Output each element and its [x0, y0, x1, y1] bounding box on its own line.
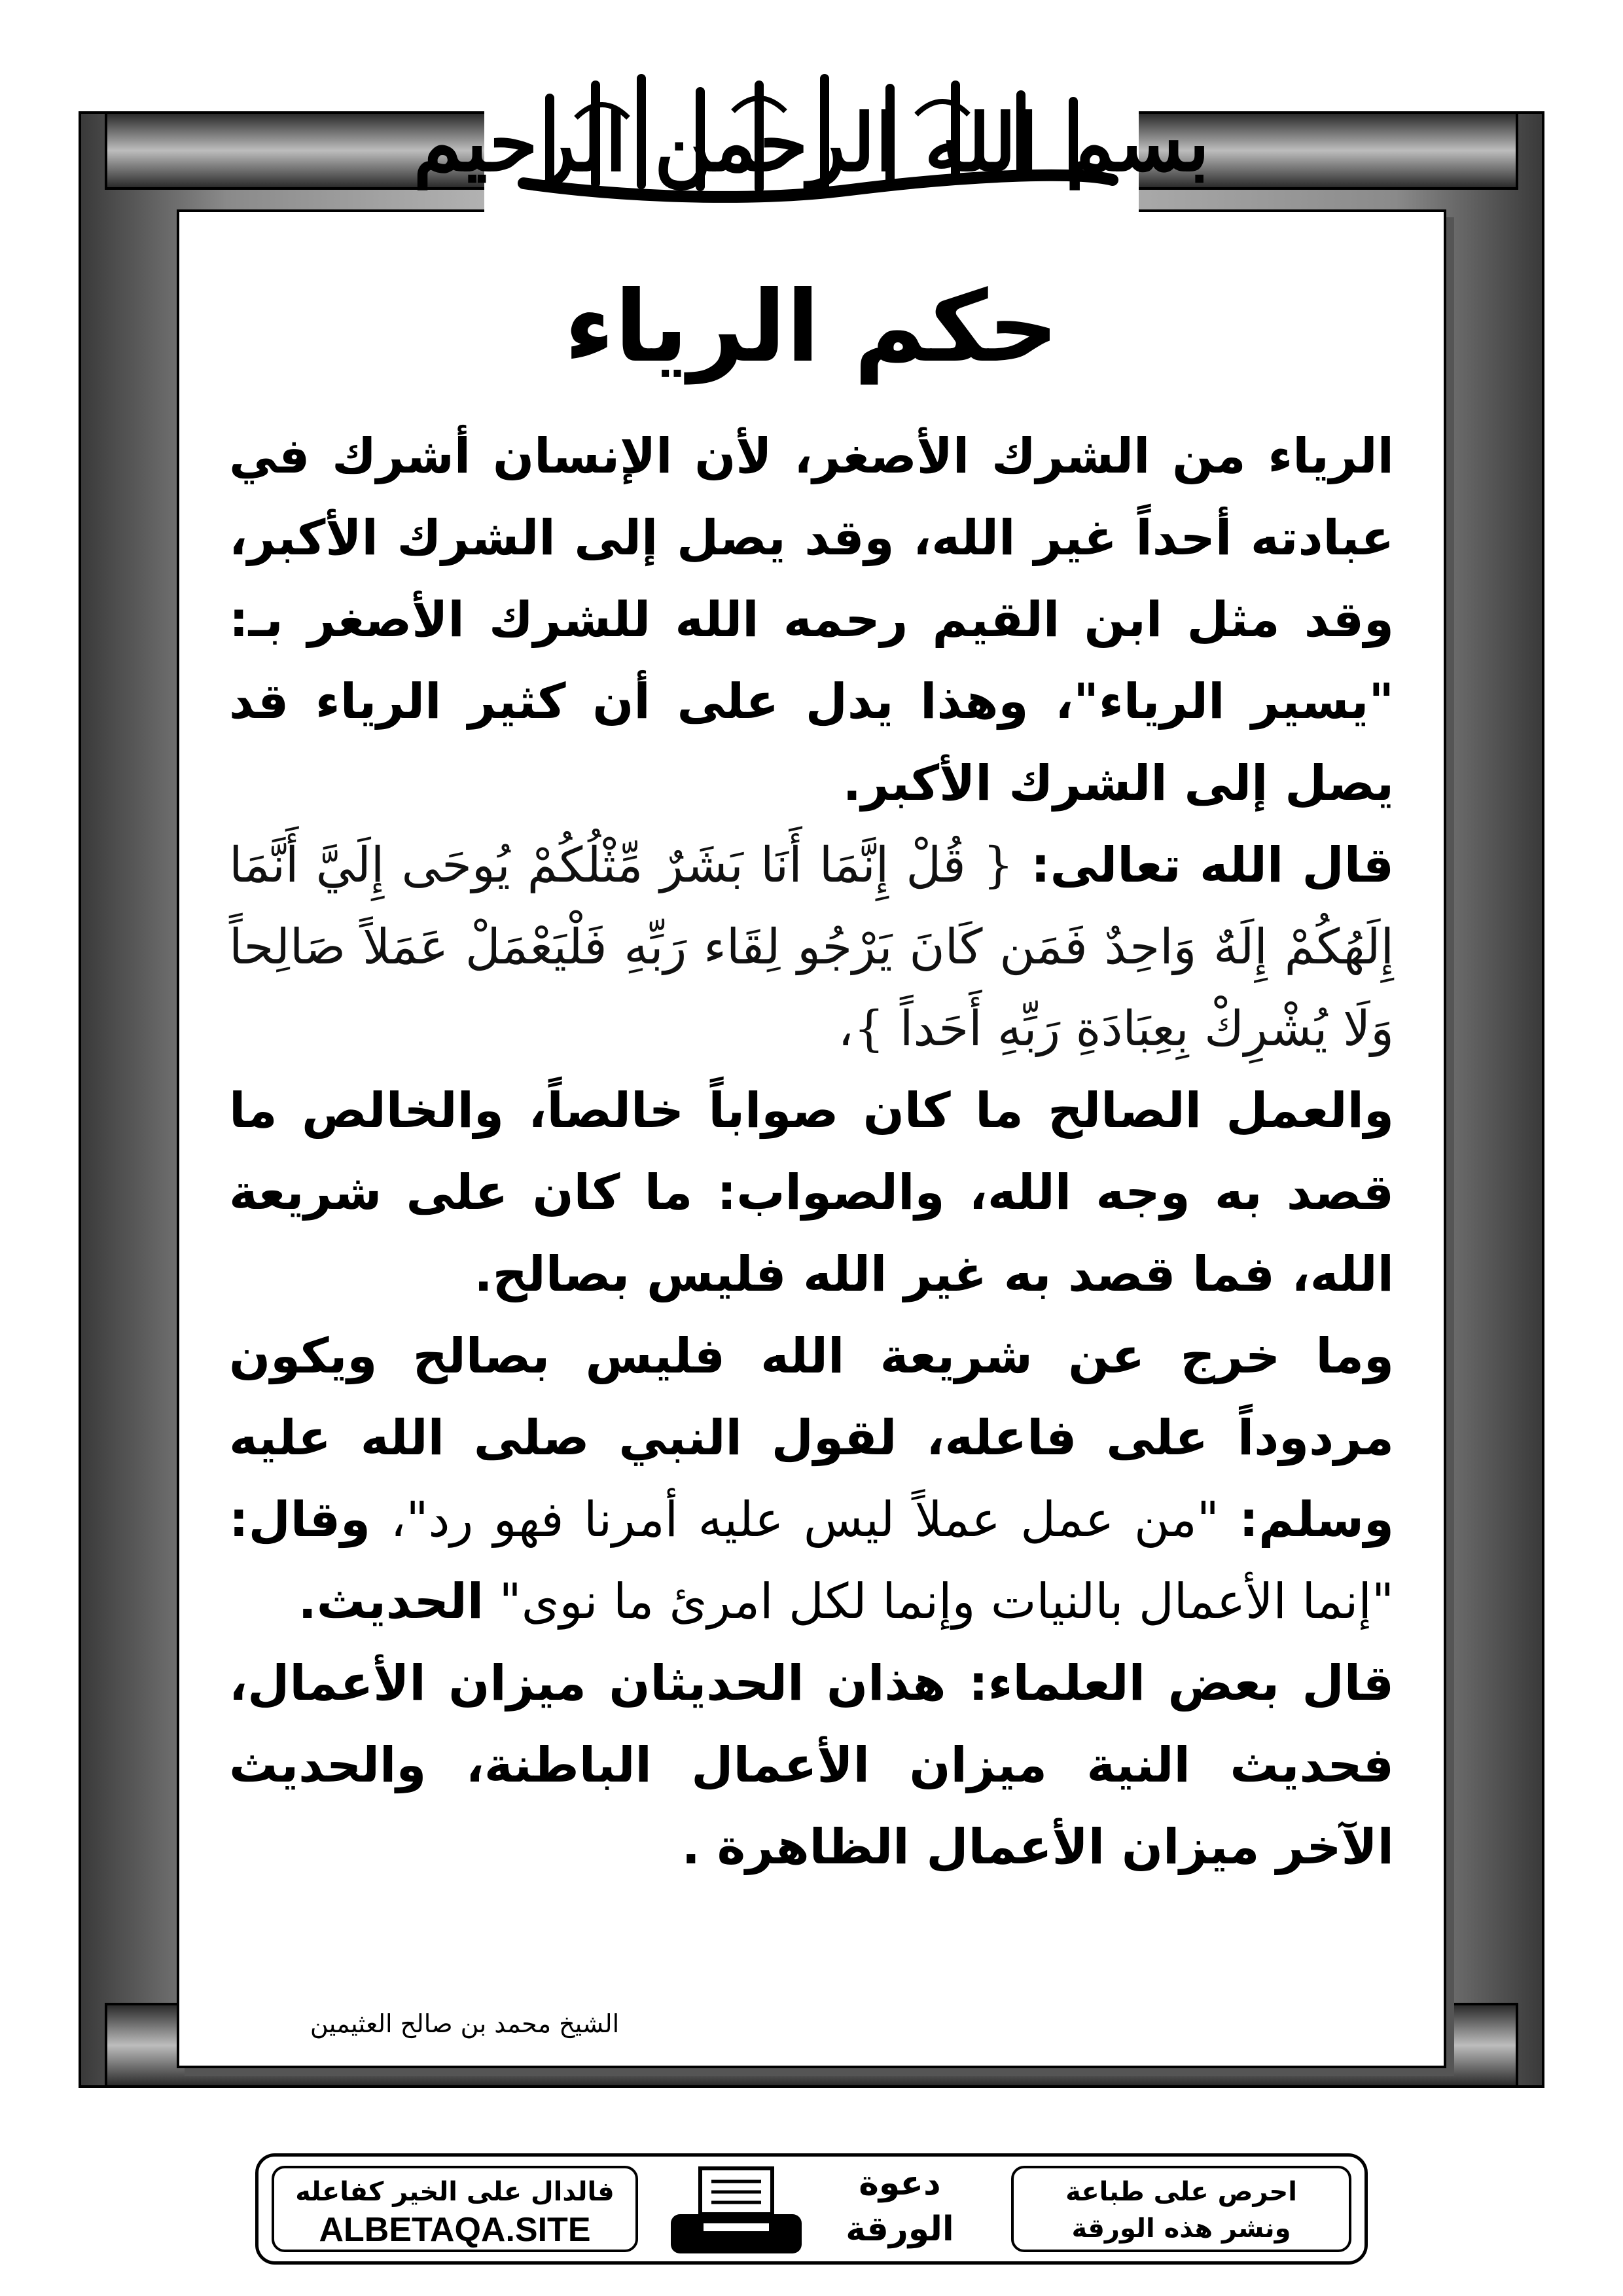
basmala-emblem-icon: [413, 39, 1210, 229]
hadith-end: الحديث.: [298, 1573, 484, 1630]
footer-website-box: [272, 2166, 638, 2252]
printer-icon: [664, 2163, 808, 2261]
footer-website-link[interactable]: ALBETAQA.SITE: [319, 2211, 591, 2249]
footer-print-line-2: ونشر هذه الورقة: [1071, 2214, 1291, 2244]
footer-slogan: فالدال على الخير كفاعله: [295, 2177, 615, 2207]
paragraph-riya-definition: الرياء من الشرك الأصغر، لأن الإنسان أشرك في عبادته أحداً غير الله، وقد يصل إلى الشرك الأكبر، وقد مثل ابن القيم رحمه الله للشرك الأصغر بـ: "يسير الرياء"، وهذا يدل على أن كثير الرياء قد يصل إلى الشرك الأكبر.: [229, 428, 1394, 812]
footer-print-box: [1011, 2166, 1351, 2252]
footer-bar: [255, 2153, 1368, 2265]
logo-dawat-alwaraqa: [834, 2161, 965, 2259]
page-title: حكم الرياء: [564, 270, 1059, 384]
hadith-text-2: "إنما الأعمال بالنيات وإنما لكل امرئ ما نوى": [499, 1573, 1394, 1630]
paragraph-hadith: [229, 1316, 1394, 1643]
paragraph-scholars: قال بعض العلماء: هذان الحديثان ميزان الأعمال، فحديث النية ميزان الأعمال الباطنة، والحديث الآخر ميزان الأعمال الظاهرة .: [229, 1655, 1394, 1875]
svg-text:بسم الله الرحمن الرحيم: بسم الله الرحمن الرحيم: [413, 97, 1210, 189]
article-body: [229, 416, 1394, 1888]
hadith-text-1: "من عمل عملاً ليس عليه أمرنا فهو رد"،: [390, 1492, 1219, 1548]
logo-line-2: الورقة: [846, 2210, 954, 2249]
author-signature: الشيخ محمد بن صالح العثيمين: [310, 2009, 620, 2038]
quran-verse: { قُلْ إِنَّمَا أَنَا بَشَرٌ مِّثْلُكُمْ يُوحَى إِلَيَّ أَنَّمَا إِلَهُكُمْ إِلَهٌ وَاحِدٌ فَمَن كَانَ يَرْجُو لِقَاء رَبِّهِ فَلْيَعْمَلْ عَمَلاً صَالِحاً وَلَا يُشْرِكْ بِعِبَادَةِ رَبِّهِ أَحَداً }،: [229, 837, 1394, 1057]
hadith-intro: وما خرج عن شريعة الله فليس بصالح ويكون مردوداً على فاعله، لقول النبي صلى الله عليه وسلم:: [229, 1328, 1394, 1548]
paragraph-good-deed: والعمل الصالح ما كان صواباً خالصاً، والخالص ما قصد به وجه الله، والصواب: ما كان على شريعة الله، فما قصد به غير الله فليس بصالح.: [229, 1083, 1394, 1302]
verse-lead: قال الله تعالى:: [1031, 837, 1394, 893]
footer-print-line-1: احرص على طباعة: [1065, 2177, 1297, 2207]
basmala-calligraphy: [413, 39, 1210, 229]
paragraph-quran-verse: [229, 825, 1394, 1070]
hadith-qal: وقال:: [229, 1492, 371, 1548]
logo-line-1: دعوة: [859, 2164, 941, 2203]
